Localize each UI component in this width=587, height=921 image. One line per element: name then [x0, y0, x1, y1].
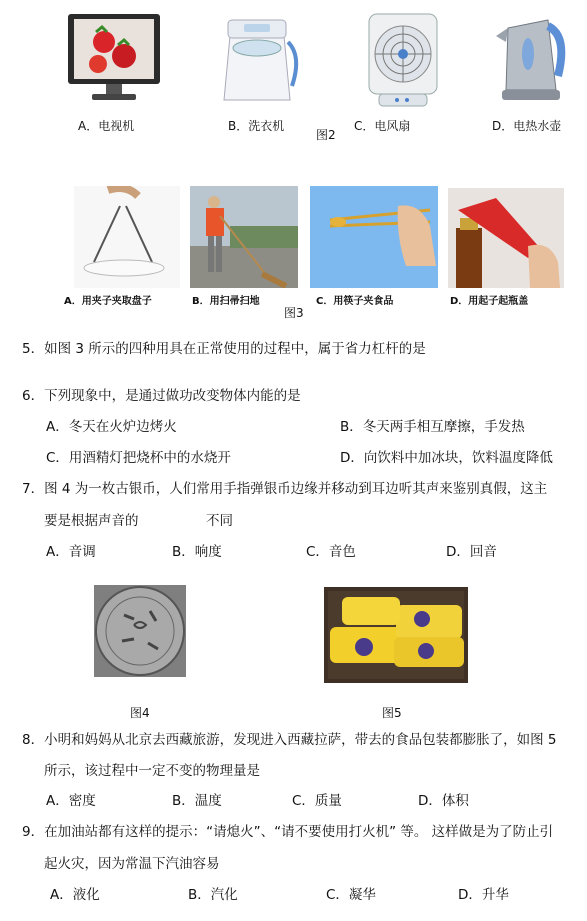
question-9-option-a: A．液化	[50, 887, 100, 903]
figure-2-caption: 图2	[316, 128, 336, 142]
figure-2-option-b: B．洗衣机	[228, 119, 285, 133]
question-8-option-c: C．质量	[292, 793, 342, 809]
fan-icon	[365, 12, 441, 108]
figure-3-option-b: B．用扫帚扫地	[192, 296, 260, 307]
silver-coin-icon	[94, 585, 186, 677]
figure-3-option-c: C．用筷子夹食品	[316, 296, 394, 307]
question-7-option-b: B．响度	[172, 544, 222, 560]
question-8-option-d: D．体积	[418, 793, 469, 809]
question-9-option-c: C．凝华	[326, 887, 376, 903]
question-6-option-c: C．用酒精灯把烧杯中的水烧开	[46, 450, 231, 466]
figure-2-option-a: A．电视机	[78, 119, 135, 133]
question-6-option-d: D．向饮料中加冰块，饮料温度降低	[340, 450, 553, 466]
question-9-line-1: 9．在加油站都有这样的提示：“请熄火”、“请不要使用打火机” 等。 这样做是为了防止引	[22, 824, 554, 840]
food-package-icon	[324, 587, 468, 683]
question-6-option-b: B．冬天两手相互摩擦，手发热	[340, 419, 525, 435]
question-6: 6．下列现象中，是通过做功改变物体内能的是	[22, 388, 301, 404]
washing-machine-icon	[214, 12, 306, 104]
question-8-line-2: 所示，该过程中一定不变的物理量是	[44, 763, 260, 779]
question-9-option-d: D．升华	[458, 887, 509, 903]
question-7-line-2-end: 不同	[206, 513, 233, 529]
kettle-icon	[494, 10, 570, 106]
figure-2-option-d: D．电热水壶	[492, 119, 562, 133]
question-7-line-2: 要是根据声音的	[44, 513, 139, 529]
question-7-line-1: 7．图 4 为一枚古银币，人们常用手指弹银币边缘并移动到耳边听其声来鉴别真假，这主	[22, 481, 548, 497]
question-9-option-b: B．汽化	[188, 887, 238, 903]
question-8-line-1: 8．小明和妈妈从北京去西藏旅游，发现进入西藏拉萨，带去的食品包装都膨胀了，如图 5	[22, 732, 557, 748]
figure-3-option-d: D．用起子起瓶盖	[450, 296, 529, 307]
question-6-option-a: A．冬天在火炉边烤火	[46, 419, 177, 435]
figure-3-caption: 图3	[284, 306, 304, 320]
bottle-opener-icon	[448, 188, 564, 288]
chopsticks-icon	[310, 186, 438, 288]
plate-clip-icon	[74, 186, 180, 288]
question-8-option-b: B．温度	[172, 793, 222, 809]
question-5: 5．如图 3 所示的四种用具在正常使用的过程中，属于省力杠杆的是	[22, 341, 426, 357]
tv-icon	[66, 12, 162, 104]
question-9-line-2: 起火灾，因为常温下汽油容易	[44, 856, 220, 872]
figure-4-caption: 图4	[130, 706, 150, 720]
question-8-option-a: A．密度	[46, 793, 96, 809]
figure-2-option-c: C．电风扇	[354, 119, 411, 133]
question-7-option-c: C．音色	[306, 544, 356, 560]
question-7-option-d: D．回音	[446, 544, 497, 560]
question-7-option-a: A．音调	[46, 544, 96, 560]
broom-icon	[190, 186, 298, 288]
figure-3-option-a: A．用夹子夹取盘子	[64, 296, 152, 307]
figure-5-caption: 图5	[382, 706, 402, 720]
